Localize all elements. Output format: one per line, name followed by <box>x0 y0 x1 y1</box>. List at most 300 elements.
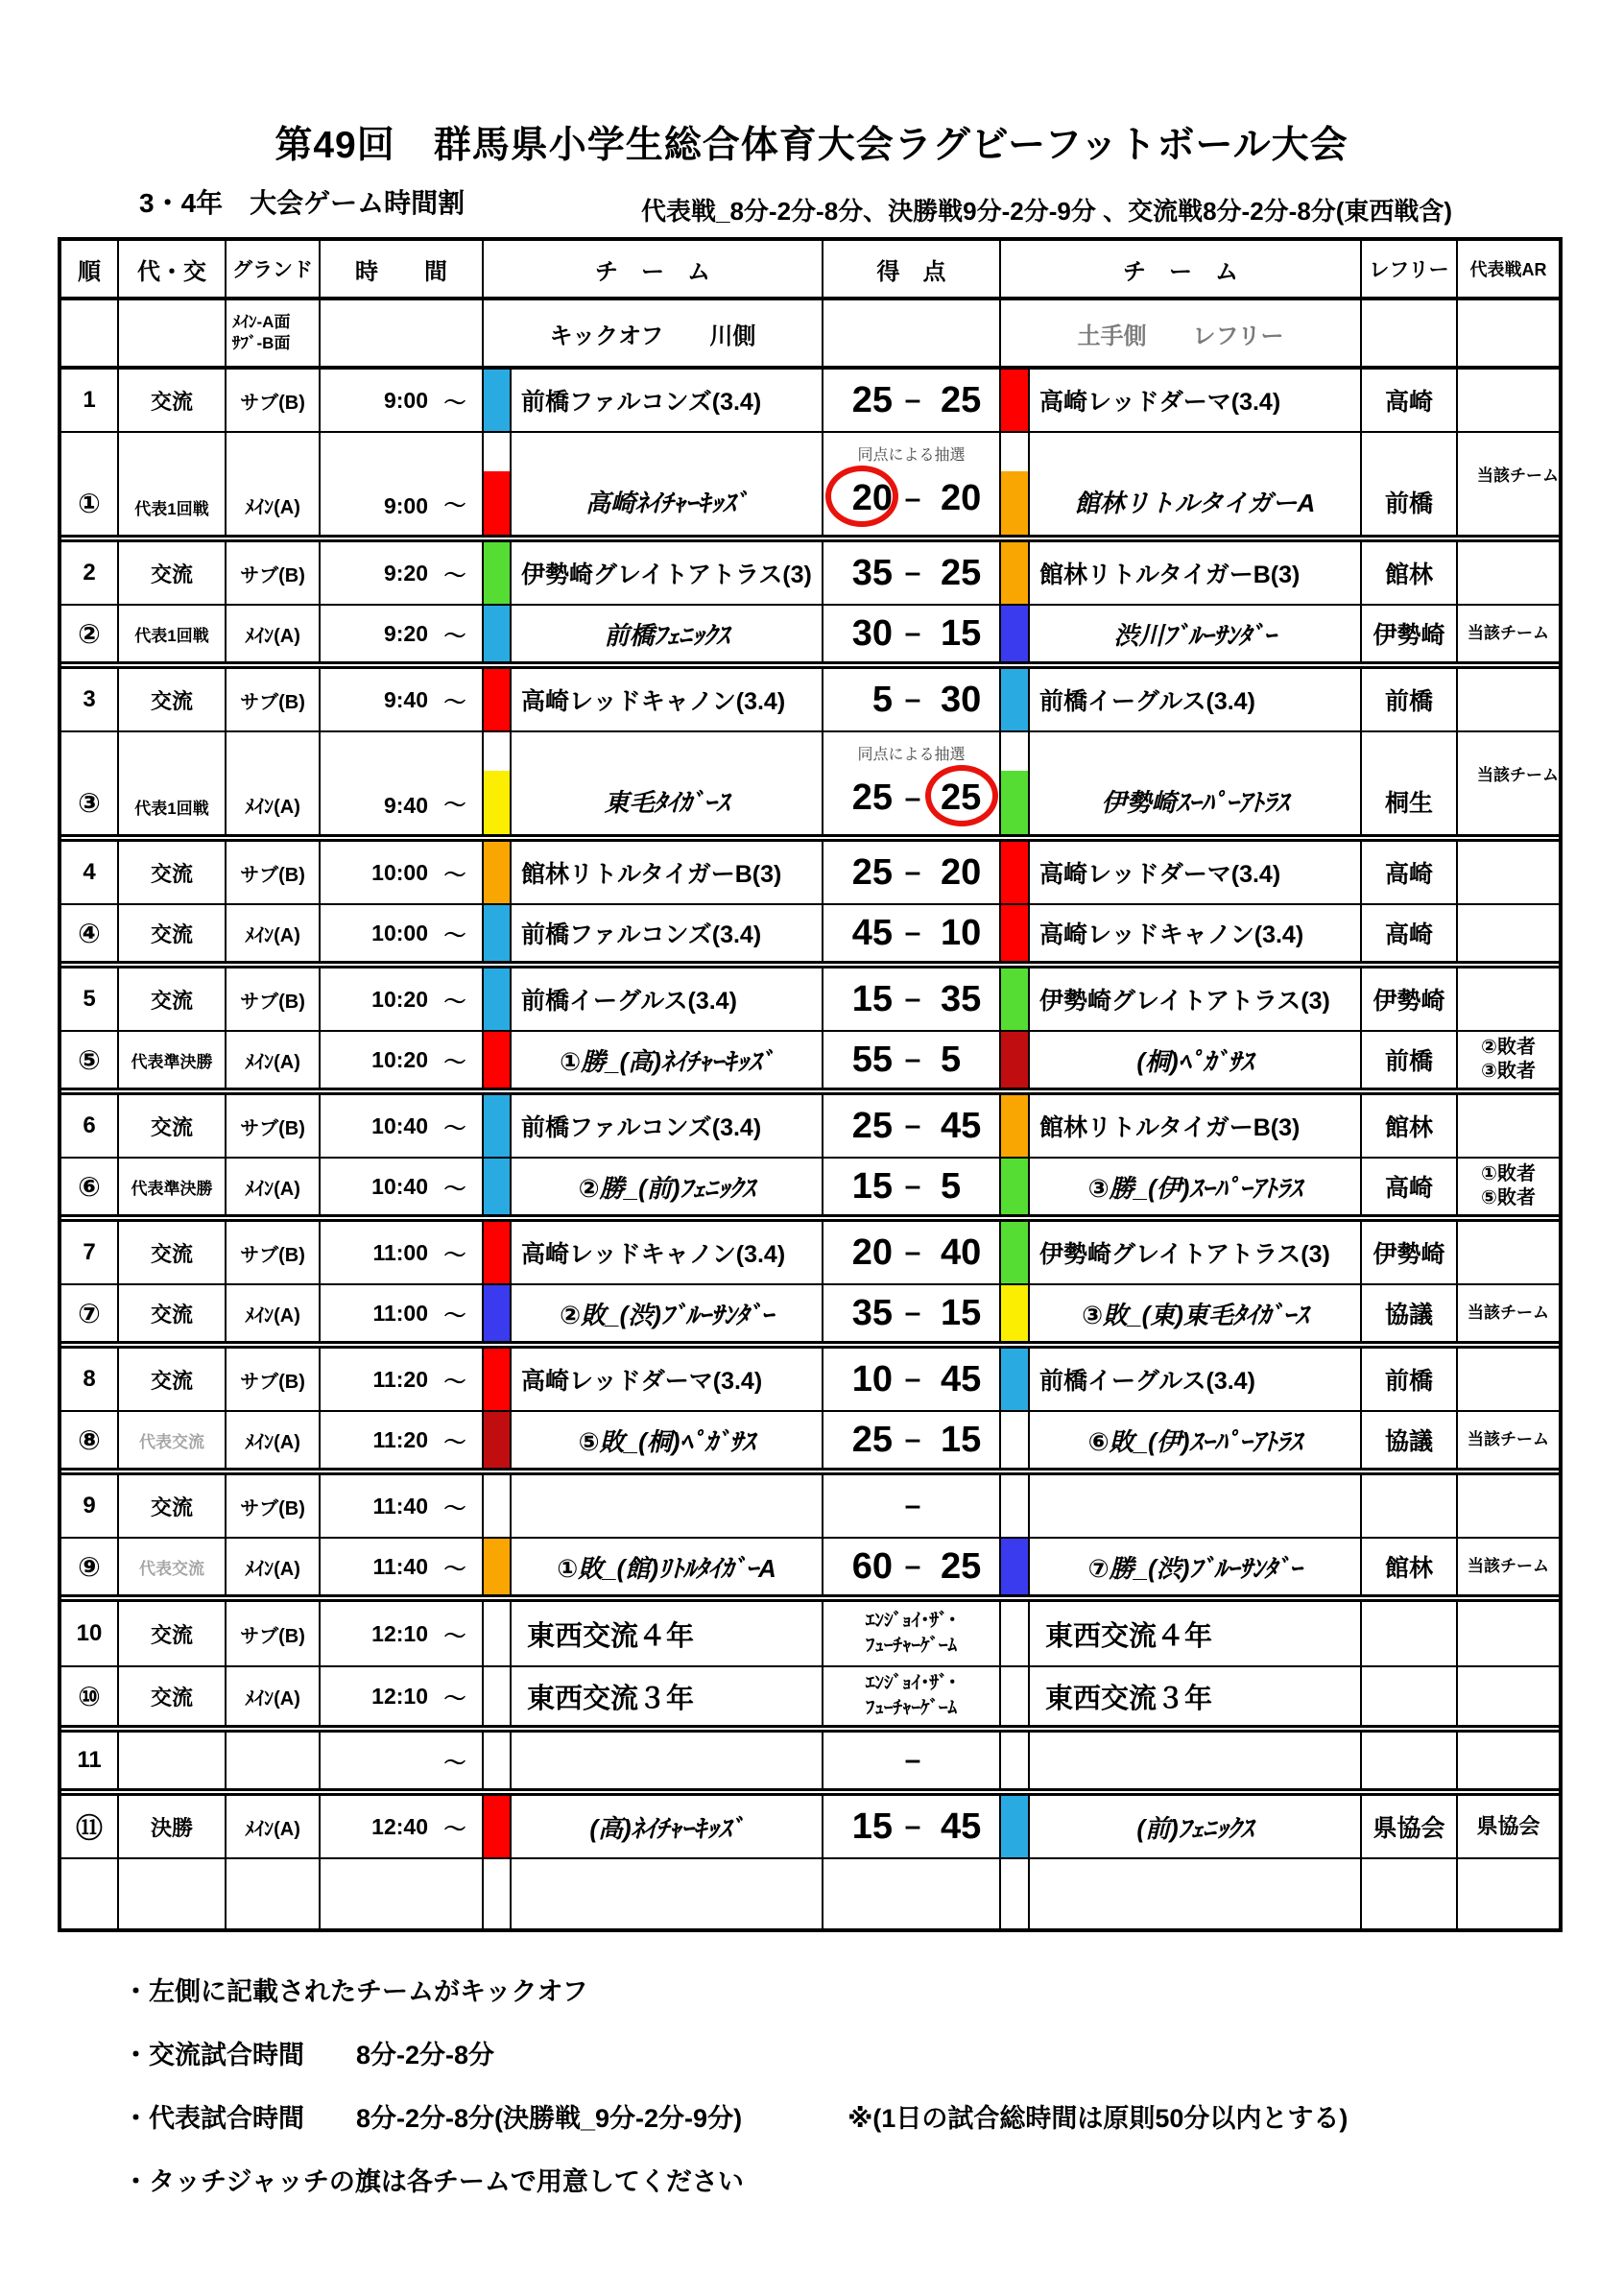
table-row <box>61 1475 1559 1539</box>
team-color-cell-right <box>1001 1095 1030 1157</box>
team-color-cell-left <box>484 1412 512 1468</box>
score <box>823 1744 999 1777</box>
time-tilde: ～ <box>443 622 466 648</box>
col-header-referee: レフリー <box>1362 241 1458 297</box>
team-color-bar <box>484 1349 510 1410</box>
team-color-cell-right <box>1001 1539 1030 1594</box>
subheader-referee-empty <box>1362 300 1458 366</box>
match-number: ⑧ <box>61 1412 119 1468</box>
match-category: 代表1回戦 <box>119 433 227 535</box>
time-field <box>321 732 484 834</box>
team-name-right: 渋川ﾌﾞﾙｰｻﾝﾀﾞｰ <box>1030 606 1362 661</box>
team-name-left: 前橋ファルコンズ(3.4) <box>512 905 823 961</box>
time-tilde: ～ <box>443 1048 466 1074</box>
score-left: 25 <box>851 379 893 420</box>
score-cell <box>823 370 1001 431</box>
score-right: 45 <box>941 1105 982 1146</box>
score-dash: – <box>904 557 921 588</box>
match-number: 3 <box>61 669 119 730</box>
team-name-left: ①勝_(高)ﾈｲﾁｬｰｷｯｽﾞ <box>512 1032 823 1088</box>
team-color-cell-right <box>1001 542 1030 604</box>
ar-cell <box>1458 1222 1559 1283</box>
match-category: 交流 <box>119 542 227 604</box>
score-left: 15 <box>851 1806 893 1847</box>
score-cell <box>823 842 1001 903</box>
score-right: 5 <box>941 1165 962 1207</box>
score <box>823 1106 999 1147</box>
time-tilde: ～ <box>443 1815 466 1841</box>
match-number <box>61 1859 119 1928</box>
score-dash: – <box>904 1236 921 1268</box>
score-dash: – <box>904 983 921 1015</box>
score-right: 35 <box>941 978 982 1019</box>
time-tilde: ～ <box>443 1241 466 1267</box>
team-color-bar <box>1001 1095 1028 1157</box>
note-text: ・タッチジャッチの旗は各チームで用意してください <box>123 2167 744 2196</box>
ground-field: ﾒｲﾝ(A) <box>227 1032 321 1088</box>
table-row <box>61 433 1559 542</box>
time-value: 9:20 <box>383 560 428 586</box>
table-row <box>61 1285 1559 1349</box>
score-cell <box>823 606 1001 661</box>
score-left: 25 <box>851 1105 893 1146</box>
referee: 桐生 <box>1362 732 1458 834</box>
ar-cell <box>1458 1475 1559 1537</box>
subheader-order-empty <box>61 300 119 366</box>
score-dash: – <box>904 1170 921 1202</box>
ground-legend-sub: ｻﾌﾞ-B面 <box>232 334 291 352</box>
team-color-bar <box>484 1412 510 1468</box>
score-left: 15 <box>851 1165 893 1207</box>
referee <box>1362 1602 1458 1665</box>
time-field <box>321 1285 484 1341</box>
score-left: 25 <box>851 1419 893 1460</box>
team-color-bar <box>1001 669 1028 730</box>
table-row <box>61 1733 1559 1796</box>
match-category: 交流 <box>119 1285 227 1341</box>
time-field <box>321 1539 484 1594</box>
note-line <box>123 2039 1348 2071</box>
referee: 協議 <box>1362 1412 1458 1468</box>
match-number: ⑤ <box>61 1032 119 1088</box>
referee: 前橋 <box>1362 433 1458 535</box>
col-header-ground: グランド <box>227 241 321 297</box>
time-value: 9:40 <box>383 793 428 818</box>
team-name-left: 前橋ファルコンズ(3.4) <box>512 370 823 431</box>
referee <box>1362 1667 1458 1725</box>
match-category: 交流 <box>119 669 227 730</box>
score <box>823 979 999 1020</box>
time-value: 11:00 <box>372 1239 428 1265</box>
ground-field: サブ(B) <box>227 842 321 903</box>
ground-field: サブ(B) <box>227 542 321 604</box>
ground-field: ﾒｲﾝ(A) <box>227 1667 321 1725</box>
team-name-left: 東毛ﾀｲｶﾞｰｽ <box>512 732 823 834</box>
score-right: 40 <box>941 1232 982 1273</box>
table-row <box>61 1539 1559 1602</box>
team-color-bar <box>1001 606 1028 661</box>
ground-field: ﾒｲﾝ(A) <box>227 1796 321 1857</box>
match-number: ⑥ <box>61 1159 119 1214</box>
note-line <box>123 2165 1348 2198</box>
table-row <box>61 1602 1559 1667</box>
team-color-cell-right <box>1001 1285 1030 1341</box>
match-category: 交流 <box>119 842 227 903</box>
score-cell <box>823 1032 1001 1088</box>
score-cell <box>823 1412 1001 1468</box>
time-value: 9:40 <box>383 686 428 712</box>
schedule-table-body <box>61 370 1559 1928</box>
ground-field <box>227 1733 321 1788</box>
team-color-cell-left <box>484 1159 512 1214</box>
team-color-bar <box>1001 1349 1028 1410</box>
ar-cell <box>1458 732 1559 834</box>
score-right: 15 <box>941 1419 982 1460</box>
table-row <box>61 1349 1559 1412</box>
team-color-cell-right <box>1001 1475 1030 1537</box>
team-color-bar <box>1001 370 1028 431</box>
table-row <box>61 370 1559 433</box>
team-name-right: 館林リトルタイガーB(3) <box>1030 1095 1362 1157</box>
team-color-bar <box>484 1539 510 1594</box>
ar-cell <box>1458 433 1559 535</box>
team-color-cell-right <box>1001 905 1030 961</box>
score <box>823 1359 999 1400</box>
score-cell <box>823 1859 1001 1928</box>
ground-field: ﾒｲﾝ(A) <box>227 1159 321 1214</box>
match-category: 交流 <box>119 1602 227 1665</box>
time-field <box>321 370 484 431</box>
team-color-bar <box>1001 1222 1028 1283</box>
ar-cell <box>1458 1539 1559 1594</box>
time-value: 12:10 <box>371 1620 428 1646</box>
team-color-cell-left <box>484 1285 512 1341</box>
team-name-right: 高崎レッドダーマ(3.4) <box>1030 370 1362 431</box>
table-row <box>61 905 1559 969</box>
team-name-right: 高崎レッドダーマ(3.4) <box>1030 842 1362 903</box>
table-row <box>61 1796 1559 1859</box>
time-value: 12:40 <box>371 1813 428 1839</box>
ground-field: サブ(B) <box>227 1475 321 1537</box>
ar-note: 県協会 <box>1476 1814 1540 1839</box>
table-row <box>61 1859 1559 1928</box>
score-right: 45 <box>941 1806 982 1847</box>
score-right: 25 <box>941 1545 982 1587</box>
ground-field: サブ(B) <box>227 969 321 1030</box>
table-row <box>61 1667 1559 1733</box>
time-field <box>321 1859 484 1928</box>
team-color-cell-left <box>484 1222 512 1283</box>
team-color-cell-right <box>1001 433 1030 535</box>
team-name-left: 高崎レッドキャノン(3.4) <box>512 669 823 730</box>
referee: 県協会 <box>1362 1796 1458 1857</box>
team-color-bar <box>1001 842 1028 903</box>
referee: 前橋 <box>1362 1032 1458 1088</box>
ar-cell <box>1458 1796 1559 1857</box>
time-field <box>321 1095 484 1157</box>
ar-cell <box>1458 1095 1559 1157</box>
referee: 協議 <box>1362 1285 1458 1341</box>
time-value: 11:20 <box>372 1426 428 1452</box>
match-number: 9 <box>61 1475 119 1537</box>
score-left: 30 <box>851 612 893 654</box>
team-name-right: (桐)ﾍﾟｶﾞｻｽ <box>1030 1032 1362 1088</box>
team-color-cell-left <box>484 1475 512 1537</box>
team-name-right: ⑦勝_(渋)ﾌﾞﾙｰｻﾝﾀﾞｰ <box>1030 1539 1362 1594</box>
team-name-left: 高崎レッドダーマ(3.4) <box>512 1349 823 1410</box>
time-tilde: ～ <box>443 1114 466 1140</box>
score-text-line: ﾌｭｰﾁｬｰｹﾞｰﾑ <box>865 1636 957 1656</box>
score-right: 20 <box>941 851 982 893</box>
ground-field: サブ(B) <box>227 1222 321 1283</box>
score-cell <box>823 969 1001 1030</box>
time-tilde: ～ <box>443 1685 466 1710</box>
score-cell <box>823 542 1001 604</box>
referee: 館林 <box>1362 542 1458 604</box>
subheader-score-empty <box>823 300 1001 366</box>
note-line <box>123 2102 1348 2135</box>
team-color-cell-left <box>484 1539 512 1594</box>
tie-highlight-circle <box>925 765 998 826</box>
score-dash: – <box>904 1810 921 1842</box>
match-number: 5 <box>61 969 119 1030</box>
time-tilde: ～ <box>443 792 466 817</box>
ground-field: サブ(B) <box>227 1602 321 1665</box>
team-color-cell-left <box>484 732 512 834</box>
score-dash: – <box>904 856 921 888</box>
team-color-bar <box>1001 1796 1028 1857</box>
team-color-cell-left <box>484 370 512 431</box>
team-color-cell-right <box>1001 969 1030 1030</box>
score-left: 55 <box>851 1039 893 1080</box>
tie-breaker-note: 同点による抽選 <box>857 447 966 464</box>
ground-legend-main: ﾒｲﾝ-A面 <box>232 312 291 331</box>
ar-cell <box>1458 842 1559 903</box>
ar-cell <box>1458 669 1559 730</box>
team-name-right: 館林リトルタイガーA <box>1030 433 1362 535</box>
time-value: 12:10 <box>371 1683 428 1709</box>
team-color-cell-right <box>1001 1859 1030 1928</box>
note-aside: ※(1日の試合総時間は原則50分以内とする) <box>847 2104 1349 2133</box>
time-field <box>321 1667 484 1725</box>
ar-note: ⑤敗者 <box>1481 1187 1536 1208</box>
referee: 館林 <box>1362 1539 1458 1594</box>
score-right: 25 <box>941 552 982 593</box>
team-color-bar <box>1001 1032 1028 1088</box>
team-color-bar <box>1001 1539 1028 1594</box>
time-field <box>321 1602 484 1665</box>
score-right: 15 <box>941 612 982 654</box>
match-number: 10 <box>61 1602 119 1665</box>
team-name-right: (前)ﾌｪﾆｯｸｽ <box>1030 1796 1362 1857</box>
ground-field: ﾒｲﾝ(A) <box>227 606 321 661</box>
score-left: 20 <box>851 478 893 518</box>
team-name-right: 館林リトルタイガーB(3) <box>1030 542 1362 604</box>
match-category: 決勝 <box>119 1796 227 1857</box>
kickoff-side-note: キックオフ 川側 <box>484 300 823 366</box>
score-cell <box>823 433 1001 535</box>
subheader-ground-legend <box>227 300 321 366</box>
ar-note: 当該チーム <box>1468 624 1549 643</box>
time-tilde: ～ <box>443 562 466 587</box>
team-color-bar <box>484 471 510 535</box>
referee: 伊勢崎 <box>1362 969 1458 1030</box>
team-name-right: 伊勢崎グレイトアトラス(3) <box>1030 969 1362 1030</box>
table-row <box>61 969 1559 1032</box>
col-header-score: 得 点 <box>823 241 1001 297</box>
team-name-right: 伊勢崎グレイトアトラス(3) <box>1030 1222 1362 1283</box>
referee: 高崎 <box>1362 842 1458 903</box>
ar-cell <box>1458 1733 1559 1788</box>
score-dash: – <box>904 617 921 649</box>
team-color-bar <box>1001 905 1028 961</box>
referee: 前橋 <box>1362 1349 1458 1410</box>
team-name-left: 伊勢崎グレイトアトラス(3) <box>512 542 823 604</box>
team-name-right: 伊勢崎ｽｰﾊﾟｰｱﾄﾗｽ <box>1030 732 1362 834</box>
match-number: 8 <box>61 1349 119 1410</box>
team-color-bar <box>484 669 510 730</box>
score-left: 45 <box>851 912 893 953</box>
ar-cell <box>1458 542 1559 604</box>
footer-notes <box>123 1975 1348 2229</box>
team-color-cell-left <box>484 542 512 604</box>
time-value: 9:20 <box>383 620 428 646</box>
ar-note: ③敗者 <box>1481 1061 1536 1082</box>
score-right: 25 <box>941 379 982 420</box>
table-row <box>61 542 1559 606</box>
score-left: 15 <box>851 978 893 1019</box>
team-color-cell-right <box>1001 606 1030 661</box>
table-row <box>61 1159 1559 1222</box>
match-number: 11 <box>61 1733 119 1788</box>
team-name-left: ①敗_(館)ﾘﾄﾙﾀｲｶﾞｰA <box>512 1539 823 1594</box>
time-value: 10:00 <box>371 920 428 945</box>
ar-cell <box>1458 370 1559 431</box>
score-dash: – <box>904 1550 921 1582</box>
time-field <box>321 1222 484 1283</box>
score-cell <box>823 1095 1001 1157</box>
team-color-cell-left <box>484 606 512 661</box>
team-color-bar <box>1001 771 1028 834</box>
match-number: ② <box>61 606 119 661</box>
schedule-table <box>58 237 1563 1932</box>
score-right: 25 <box>941 777 982 818</box>
team-color-bar <box>484 969 510 1030</box>
ground-field: サブ(B) <box>227 370 321 431</box>
team-color-cell-left <box>484 1095 512 1157</box>
score-left: 10 <box>851 1358 893 1399</box>
team-color-bar <box>484 1285 510 1341</box>
score-dash: – <box>904 1744 921 1776</box>
col-header-team-left: チ ー ム <box>484 241 823 297</box>
time-tilde: ～ <box>443 1368 466 1394</box>
time-value: 10:40 <box>371 1112 428 1138</box>
match-category: 交流 <box>119 1222 227 1283</box>
score <box>823 613 999 655</box>
time-field <box>321 1412 484 1468</box>
score-cell <box>823 1796 1001 1857</box>
time-field <box>321 1349 484 1410</box>
score-cell <box>823 1602 1001 1665</box>
ar-cell <box>1458 1859 1559 1928</box>
score-text <box>866 1671 957 1720</box>
time-field <box>321 905 484 961</box>
ar-note: 当該チーム <box>1477 766 1559 785</box>
team-color-bar <box>484 370 510 431</box>
team-color-bar <box>484 1222 510 1283</box>
note-text: ・代表試合時間 8分-2分-8分(決勝戦_9分-2分-9分) <box>123 2104 743 2133</box>
match-number: 1 <box>61 370 119 431</box>
ar-cell <box>1458 905 1559 961</box>
team-color-bar <box>484 905 510 961</box>
time-value: 10:20 <box>371 1046 428 1072</box>
score-dash: – <box>904 917 921 948</box>
team-color-cell-left <box>484 433 512 535</box>
time-tilde: ～ <box>443 1302 466 1327</box>
team-name-right: ③勝_(伊)ｽｰﾊﾟｰｱﾄﾗｽ <box>1030 1159 1362 1214</box>
team-name-left <box>512 1733 823 1788</box>
match-category: 交流 <box>119 1349 227 1410</box>
time-tilde: ～ <box>443 1555 466 1581</box>
score-dash: – <box>904 1423 921 1455</box>
score-dash: – <box>904 781 921 814</box>
time-value: 9:00 <box>383 387 428 413</box>
score-text-line: ﾌｭｰﾁｬｰｹﾞｰﾑ <box>865 1698 957 1718</box>
ar-cell <box>1458 606 1559 661</box>
score-cell <box>823 1733 1001 1788</box>
match-number: ⑪ <box>61 1796 119 1857</box>
team-name-left: (高)ﾈｲﾁｬｰｷｯｽﾞ <box>512 1796 823 1857</box>
team-color-cell-right <box>1001 842 1030 903</box>
note-text: ・交流試合時間 8分-2分-8分 <box>123 2041 495 2069</box>
match-category: 交流 <box>119 1095 227 1157</box>
subtitle-match-times: 代表戦_8分-2分-8分、決勝戦9分-2分-9分 、交流戦8分-2分-8分(東西戦含) <box>641 197 1453 226</box>
ground-field <box>227 1859 321 1928</box>
score-cell <box>823 1475 1001 1537</box>
time-tilde: ～ <box>443 688 466 714</box>
team-color-bar <box>1001 1159 1028 1214</box>
time-field <box>321 1733 484 1788</box>
time-field <box>321 606 484 661</box>
team-name-right: 前橋イーグルス(3.4) <box>1030 1349 1362 1410</box>
subheader-category-empty <box>119 300 227 366</box>
match-category: 交流 <box>119 969 227 1030</box>
table-row <box>61 1222 1559 1285</box>
score-right: 30 <box>941 679 982 720</box>
score-dash: – <box>904 1297 921 1328</box>
time-tilde: ～ <box>443 988 466 1014</box>
referee: 高崎 <box>1362 1159 1458 1214</box>
table-row <box>61 606 1559 669</box>
score-text <box>866 1609 957 1658</box>
score-right: 10 <box>941 912 982 953</box>
time-tilde: ～ <box>443 1495 466 1520</box>
team-name-right <box>1030 1859 1362 1928</box>
match-number: ① <box>61 433 119 535</box>
score-right: 15 <box>941 1292 982 1333</box>
team-name-right: 東西交流４年 <box>1030 1602 1362 1665</box>
ar-note: 当該チーム <box>1468 1557 1549 1576</box>
team-color-cell-left <box>484 1032 512 1088</box>
team-color-bar <box>1001 542 1028 604</box>
match-category: 代表1回戦 <box>119 732 227 834</box>
score-dash: – <box>904 1110 921 1141</box>
team-color-cell-right <box>1001 1667 1030 1725</box>
team-name-left <box>512 1475 823 1537</box>
ar-cell <box>1458 1412 1559 1468</box>
team-color-cell-right <box>1001 1222 1030 1283</box>
col-header-ar: 代表戦AR <box>1469 260 1547 279</box>
